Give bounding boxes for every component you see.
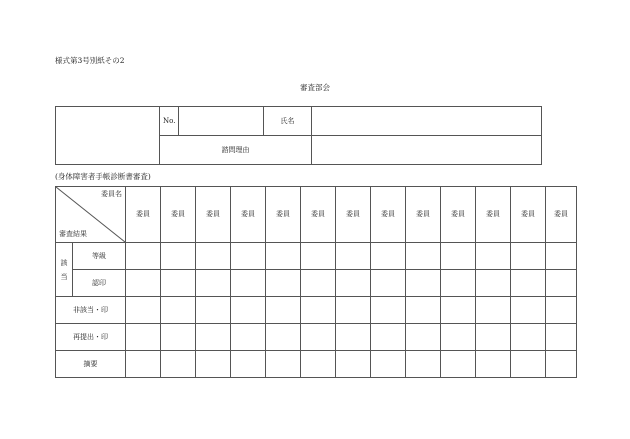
resubmit-cell[interactable] bbox=[301, 324, 336, 351]
resubmit-cell[interactable] bbox=[126, 324, 161, 351]
applicant-table bbox=[55, 106, 542, 165]
not-applicable-cell[interactable] bbox=[231, 297, 266, 324]
remarks-cell[interactable] bbox=[336, 351, 371, 378]
no-field[interactable] bbox=[179, 107, 264, 136]
no-label: No. bbox=[160, 107, 179, 136]
member-header: 委員 bbox=[546, 187, 577, 243]
member-header: 委員 bbox=[161, 187, 196, 243]
not-applicable-cell[interactable] bbox=[336, 297, 371, 324]
member-header: 委員 bbox=[266, 187, 301, 243]
not-applicable-cell[interactable] bbox=[126, 297, 161, 324]
member-header: 委員 bbox=[476, 187, 511, 243]
blank-cell bbox=[56, 107, 160, 165]
applicable-char-1: 該 bbox=[60, 258, 68, 267]
table-row bbox=[56, 297, 577, 324]
grade-cell[interactable] bbox=[301, 243, 336, 270]
resubmit-cell[interactable] bbox=[336, 324, 371, 351]
resubmit-cell[interactable] bbox=[231, 324, 266, 351]
section-subheading: (身体障害者手帳診断書審査) bbox=[55, 172, 151, 181]
resubmit-label: 再提出・印 bbox=[56, 324, 126, 351]
applicable-group-label bbox=[56, 243, 73, 297]
applicable-char-2: 当 bbox=[60, 272, 68, 281]
seal-cell[interactable] bbox=[371, 270, 406, 297]
seal-cell[interactable] bbox=[406, 270, 441, 297]
not-applicable-cell[interactable] bbox=[511, 297, 546, 324]
reason-field[interactable] bbox=[312, 136, 542, 165]
remarks-cell[interactable] bbox=[406, 351, 441, 378]
table-row bbox=[56, 351, 577, 378]
remarks-cell[interactable] bbox=[266, 351, 301, 378]
member-name-label: 委員名 bbox=[101, 190, 122, 198]
not-applicable-cell[interactable] bbox=[546, 297, 577, 324]
resubmit-cell[interactable] bbox=[476, 324, 511, 351]
seal-cell[interactable] bbox=[266, 270, 301, 297]
remarks-cell[interactable] bbox=[546, 351, 577, 378]
not-applicable-cell[interactable] bbox=[161, 297, 196, 324]
review-result-table bbox=[55, 186, 577, 378]
name-label: 氏名 bbox=[264, 107, 312, 136]
member-header: 委員 bbox=[301, 187, 336, 243]
not-applicable-cell[interactable] bbox=[476, 297, 511, 324]
seal-cell[interactable] bbox=[441, 270, 476, 297]
not-applicable-cell[interactable] bbox=[196, 297, 231, 324]
resubmit-cell[interactable] bbox=[266, 324, 301, 351]
grade-cell[interactable] bbox=[546, 243, 577, 270]
grade-label: 等級 bbox=[73, 243, 126, 270]
name-field[interactable] bbox=[312, 107, 542, 136]
resubmit-cell[interactable] bbox=[441, 324, 476, 351]
seal-cell[interactable] bbox=[336, 270, 371, 297]
seal-cell[interactable] bbox=[511, 270, 546, 297]
form-code: 様式第3号別紙その2 bbox=[55, 56, 125, 65]
seal-label: 認印 bbox=[73, 270, 126, 297]
table-row bbox=[56, 270, 577, 297]
grade-cell[interactable] bbox=[406, 243, 441, 270]
review-result-label: 審査結果 bbox=[59, 230, 87, 238]
member-header: 委員 bbox=[126, 187, 161, 243]
reason-label: 諮問理由 bbox=[160, 136, 312, 165]
grade-cell[interactable] bbox=[476, 243, 511, 270]
grade-cell[interactable] bbox=[196, 243, 231, 270]
grade-cell[interactable] bbox=[161, 243, 196, 270]
member-header: 委員 bbox=[196, 187, 231, 243]
resubmit-cell[interactable] bbox=[511, 324, 546, 351]
resubmit-cell[interactable] bbox=[161, 324, 196, 351]
grade-cell[interactable] bbox=[336, 243, 371, 270]
seal-cell[interactable] bbox=[476, 270, 511, 297]
not-applicable-cell[interactable] bbox=[371, 297, 406, 324]
form-title: 審査部会 bbox=[300, 83, 330, 92]
corner-header bbox=[56, 187, 126, 243]
member-header: 委員 bbox=[511, 187, 546, 243]
resubmit-cell[interactable] bbox=[406, 324, 441, 351]
table-row bbox=[56, 324, 577, 351]
member-header: 委員 bbox=[231, 187, 266, 243]
remarks-cell[interactable] bbox=[371, 351, 406, 378]
remarks-cell[interactable] bbox=[511, 351, 546, 378]
remarks-cell[interactable] bbox=[301, 351, 336, 378]
not-applicable-cell[interactable] bbox=[301, 297, 336, 324]
grade-cell[interactable] bbox=[126, 243, 161, 270]
grade-cell[interactable] bbox=[511, 243, 546, 270]
seal-cell[interactable] bbox=[126, 270, 161, 297]
seal-cell[interactable] bbox=[301, 270, 336, 297]
remarks-cell[interactable] bbox=[196, 351, 231, 378]
not-applicable-cell[interactable] bbox=[441, 297, 476, 324]
resubmit-cell[interactable] bbox=[546, 324, 577, 351]
remarks-cell[interactable] bbox=[126, 351, 161, 378]
grade-cell[interactable] bbox=[266, 243, 301, 270]
member-header: 委員 bbox=[441, 187, 476, 243]
seal-cell[interactable] bbox=[231, 270, 266, 297]
resubmit-cell[interactable] bbox=[196, 324, 231, 351]
seal-cell[interactable] bbox=[196, 270, 231, 297]
remarks-cell[interactable] bbox=[231, 351, 266, 378]
seal-cell[interactable] bbox=[546, 270, 577, 297]
member-header: 委員 bbox=[336, 187, 371, 243]
not-applicable-cell[interactable] bbox=[266, 297, 301, 324]
remarks-cell[interactable] bbox=[476, 351, 511, 378]
table-row bbox=[56, 243, 577, 270]
grade-cell[interactable] bbox=[441, 243, 476, 270]
member-header: 委員 bbox=[371, 187, 406, 243]
remarks-cell[interactable] bbox=[161, 351, 196, 378]
resubmit-cell[interactable] bbox=[371, 324, 406, 351]
not-applicable-cell[interactable] bbox=[406, 297, 441, 324]
grade-cell[interactable] bbox=[231, 243, 266, 270]
remarks-cell[interactable] bbox=[441, 351, 476, 378]
grade-cell[interactable] bbox=[371, 243, 406, 270]
seal-cell[interactable] bbox=[161, 270, 196, 297]
member-header: 委員 bbox=[406, 187, 441, 243]
remarks-label: 摘要 bbox=[56, 351, 126, 378]
not-applicable-label: 非該当・印 bbox=[56, 297, 126, 324]
